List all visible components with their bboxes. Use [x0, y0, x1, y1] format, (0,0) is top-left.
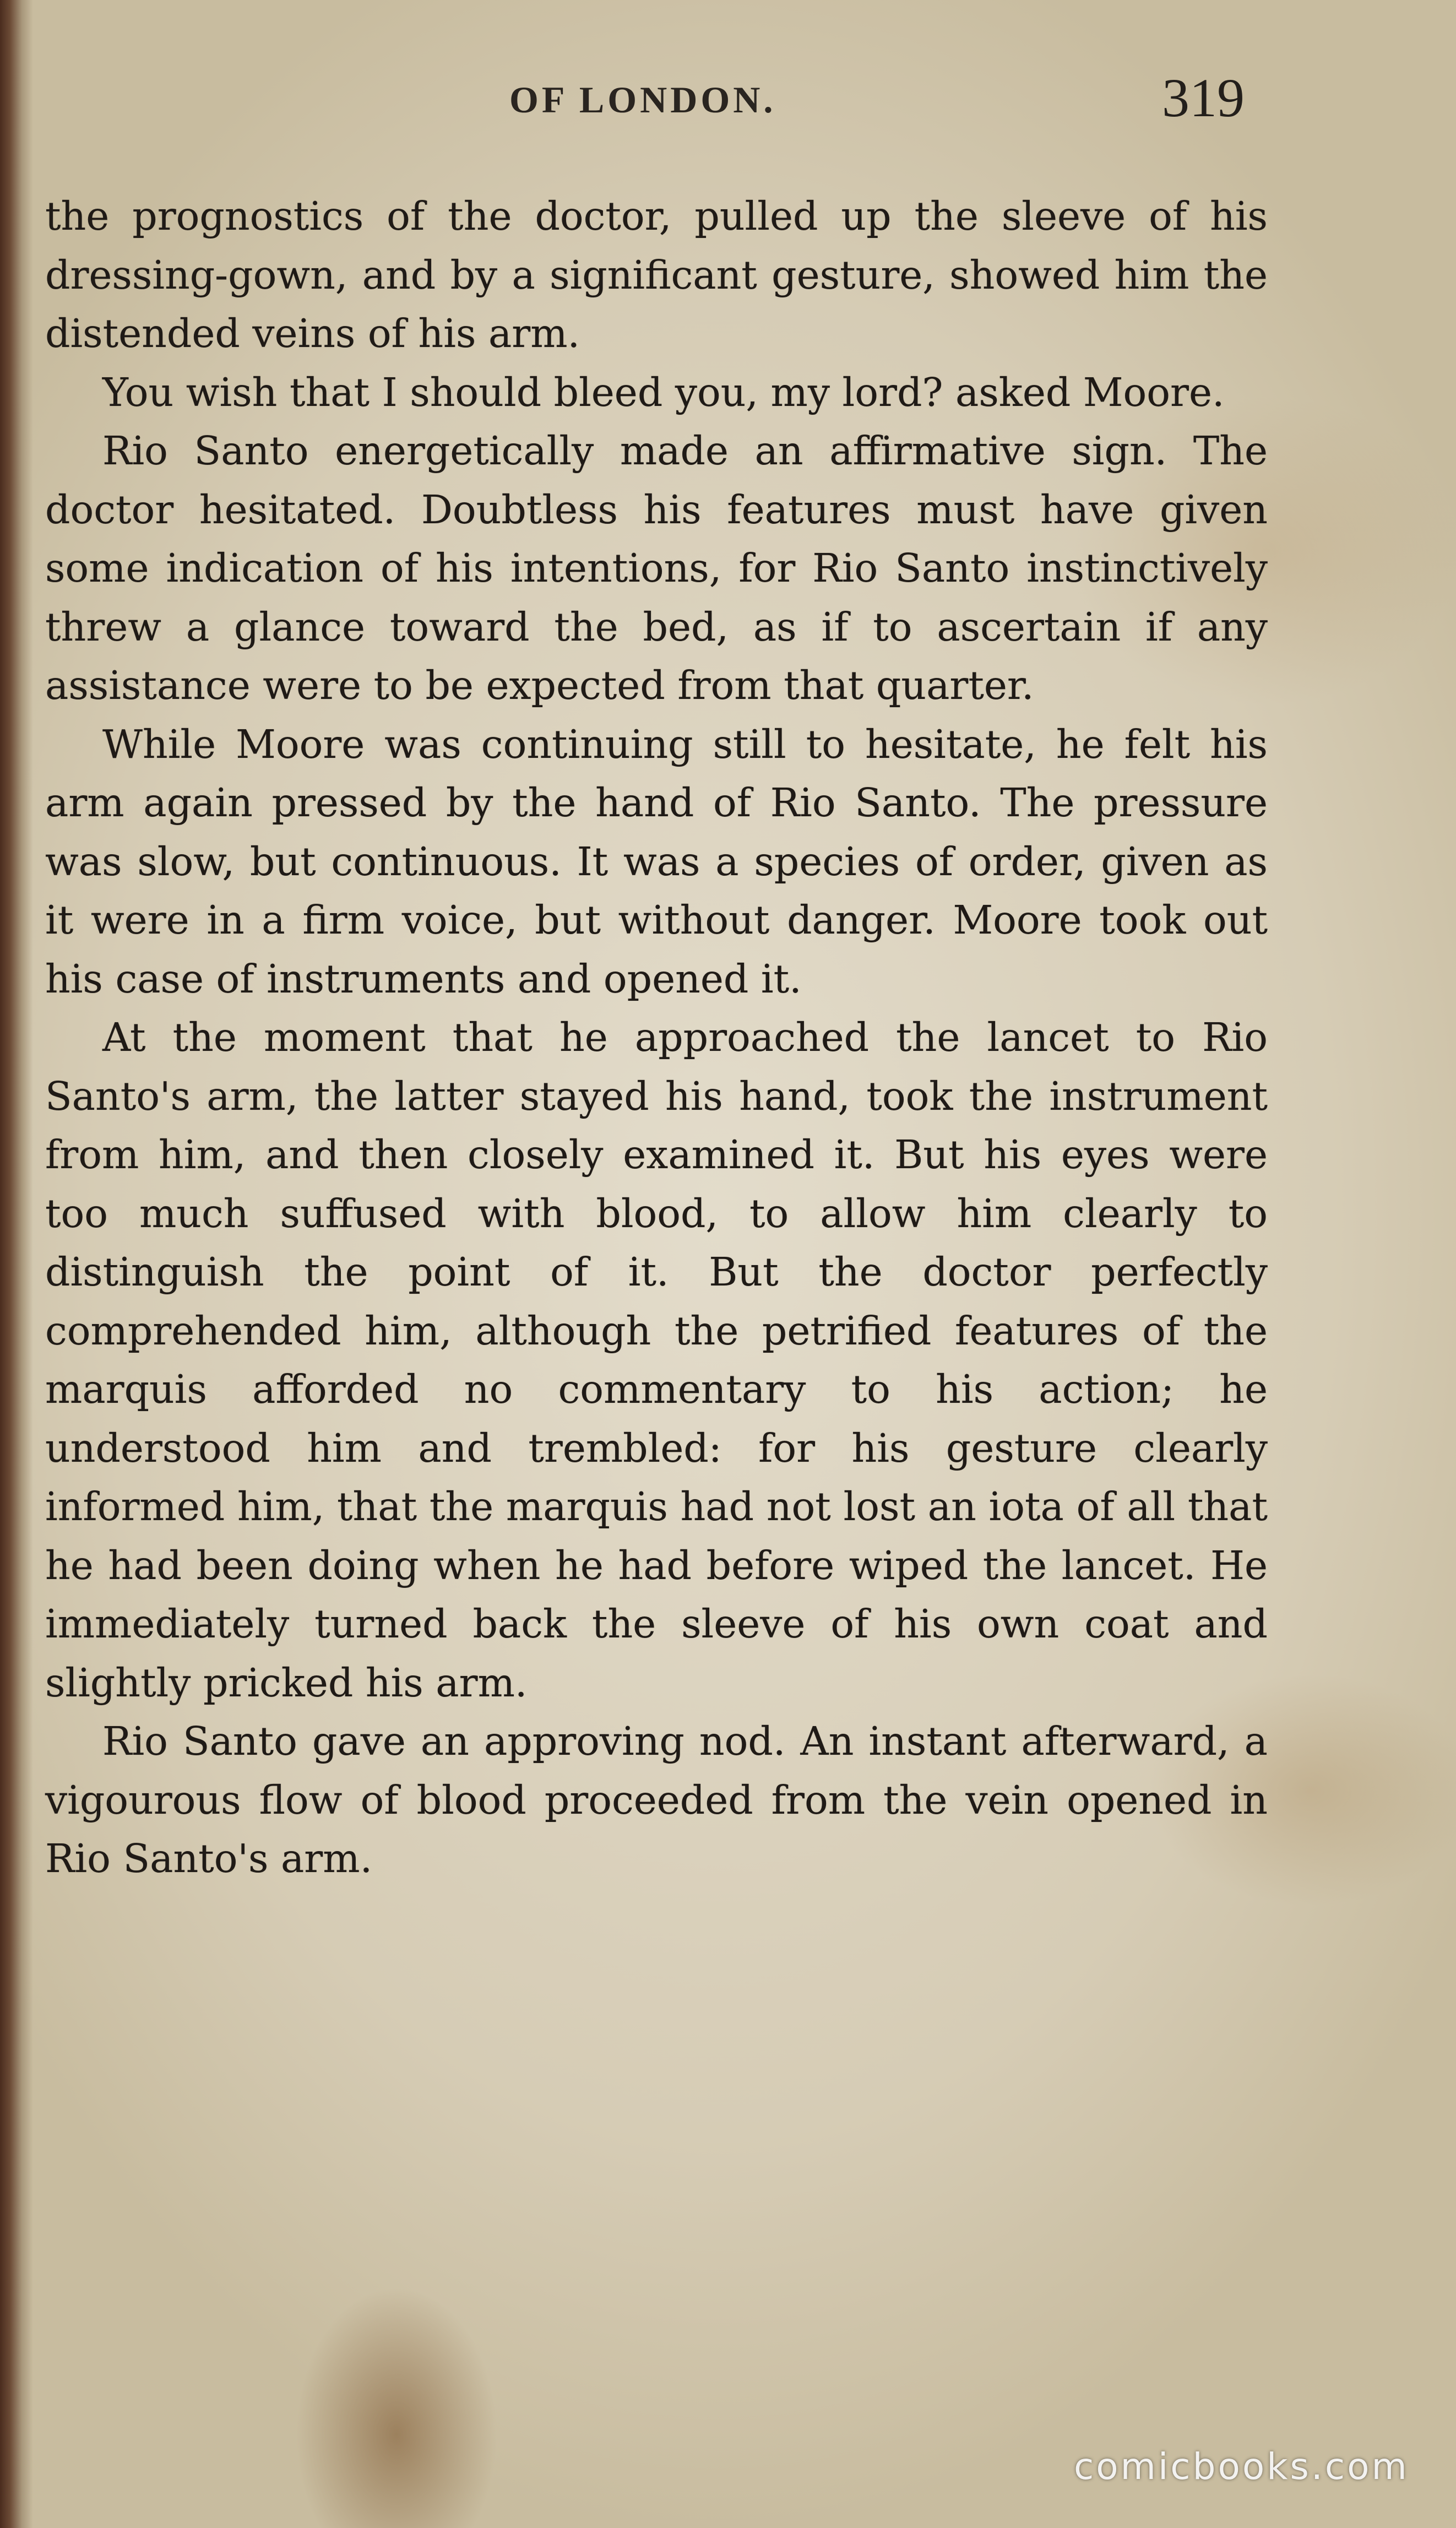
book-spine-edge [0, 0, 33, 2528]
paragraph-continued: the prognostics of the doctor, pulled up the sleeve of his dressing-gown, and by a significant gesture, showed him the distended veins of his arm. [45, 193, 1268, 356]
paragraph: At the moment that he approached the lancet to Rio Santo's arm, the latter stayed his hand, took the instrument from him, and then closely examined it. But his eyes were too much suffused with blood, to allow him clearly to distinguish the point of it. But the doctor perfectly comprehended him, although the petrified features of the marquis afforded no commentary to his action; he understood him and trembled: for his gesture clearly informed him, that the marquis had not lost an iota of all that he had been doing when he had before wiped the lancet. He immediately turned back the sleeve of his own coat and slightly pricked his arm. [45, 1015, 1268, 1706]
paragraph: While Moore was continuing still to hesitate, he felt his arm again pressed by the hand of Rio Santo. The pressure was slow, but continuous. It was a species of order, given as it were in a firm voice, but without danger. Moore took out his case of instruments and opened it. [45, 721, 1268, 1002]
body-text [45, 187, 1268, 1889]
paragraph: Rio Santo energetically made an affirmative sign. The doctor hesitated. Doubtless his features must have given some indication of his intentions, for Rio Santo instinctively threw a glance toward the bed, as if to ascertain if any assistance were to be expected from that quarter. [45, 428, 1268, 708]
paragraph: You wish that I should bleed you, my lord? asked Moore. [102, 369, 1225, 415]
watermark: comicbooks.com [1074, 2445, 1409, 2488]
running-head: OF LONDON. [509, 79, 776, 121]
page-number: 319 [1162, 67, 1245, 128]
paragraph: Rio Santo gave an approving nod. An instant afterward, a vigourous flow of blood proceeded from the vein opened in Rio Santo's arm. [45, 1718, 1268, 1881]
page-header [0, 66, 1456, 127]
